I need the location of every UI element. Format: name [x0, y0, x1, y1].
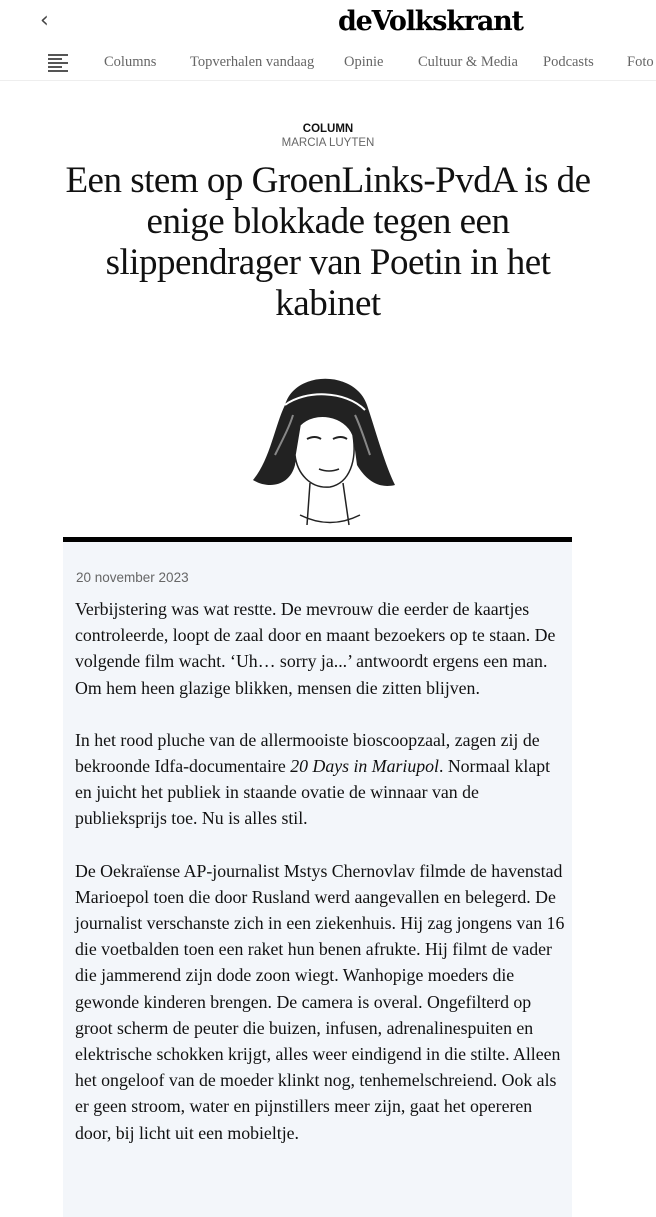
paragraph: Verbijstering was wat restte. De mevrouw die eerder de kaartjes controleerde, loopt de zaal door en maant bezoekers op te staan. De volgende film wacht. ‘Uh… sorry ja...’ antwoordt ergens een man. Om hem heen glazige blikken, mensen die zitten blijven.	[75, 599, 556, 698]
publish-date: 20 november 2023	[76, 570, 189, 585]
paragraph-text: In het rood pluche van de allermooiste bioscoopzaal, zagen zij de bekroonde Idfa-documentaire	[75, 729, 540, 777]
chevron-left-icon: ‹	[40, 8, 49, 33]
back-button[interactable]	[40, 8, 49, 33]
paragraph	[75, 727, 567, 832]
nav-topverhalen[interactable]: Topverhalen vandaag	[190, 54, 315, 70]
article-body-panel	[63, 537, 572, 1217]
section-nav	[0, 48, 656, 78]
film-title: 20 Days in Mariupol	[290, 756, 439, 777]
nav-columns[interactable]: Columns	[104, 54, 157, 70]
paragraph: De Oekraïense AP-journalist Mstys Chernovlav filmde de havenstad Marioepol toen die door Rusland werd aangevallen en belegerd. De journalist verschanste zich in een ziekenhuis. Hij zag jongens van 16 die voetbalden toen een raket hun benen afrukte. Hij filmt de vader die jammerend zijn dode zoon wiegt. Wanhopige moeders die gewonde kinderen brengen. De camera is overal. Ongefilterd op groot scherm de peuter die buizen, infusen, adrenalinespuiten en elektrische schokken krijgt, alles weer eindigend in die stilte. Alleen het ongeloof van de moeder klinkt nog, tenhemelschreiend. Ook als er geen stroom, water en pijnstillers meer zijn, gaat het opereren door, bij licht uit een mobieltje.	[75, 860, 565, 1143]
article-author[interactable]: MARCIA LUYTEN	[281, 137, 375, 149]
nav-foto[interactable]: Foto	[627, 54, 654, 70]
paragraph-text: . Normaal klapt en juicht het publiek in staande ovatie de winnaar van de publieksprijs toe. Nu is alles stil.	[75, 756, 551, 829]
divider	[0, 80, 656, 81]
author-portrait	[245, 365, 395, 530]
logo[interactable]: deVolkskrant	[338, 6, 523, 37]
article-title: Een stem op GroenLinks-PvdA is de enige blokkade tegen een slippendrager van Poetin in het kabinet	[65, 160, 591, 324]
nav-cultuur-media[interactable]: Cultuur & Media	[418, 54, 518, 70]
article-kicker: COLUMN	[302, 123, 354, 135]
article-body	[75, 596, 567, 1172]
nav-podcasts[interactable]: Podcasts	[543, 54, 594, 70]
nav-opinie[interactable]: Opinie	[344, 54, 384, 70]
